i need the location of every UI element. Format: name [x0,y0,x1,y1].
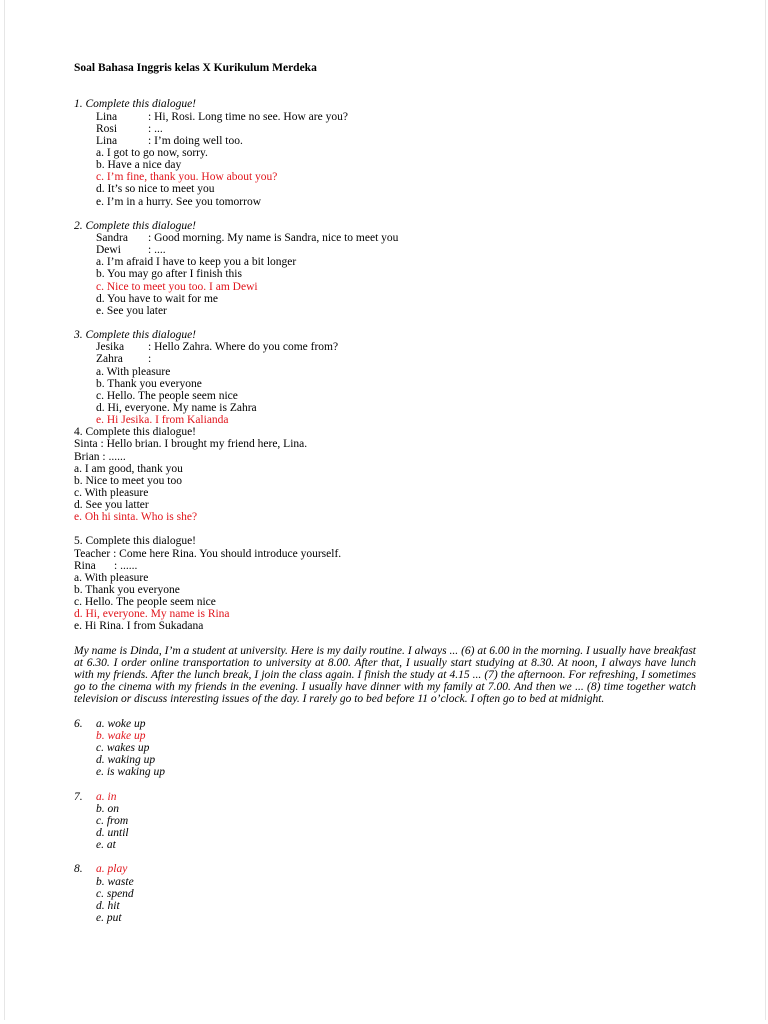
option-answer: d. Hi, everyone. My name is Rina [74,608,230,621]
option: c. from [96,814,129,827]
question-number: 6. [74,717,83,730]
dialogue-line: Teacher : Come here Rina. You should introduce yourself. [74,547,342,560]
option: a. I am good, thank you [74,462,183,475]
option: d. You have to wait for me [96,292,219,305]
option: c. Hello. The people seem nice [96,389,238,402]
document-page [74,62,696,924]
option: b. Have a nice day [96,159,182,172]
option: b. You may go after I finish this [96,268,242,281]
option: a. I got to go now, sorry. [96,146,208,159]
option: c. With pleasure [74,486,149,499]
dialogue-line: Rina : ...... [74,559,138,572]
option: e. See you later [96,304,167,317]
question-number: 7. [74,790,83,803]
option-answer: c. I’m fine, thank you. How about you? [96,171,278,184]
option-answer: 7. a. in [74,790,117,803]
document-title: Soal Bahasa Inggris kelas X Kurikulum Merdeka [74,62,317,74]
option-answer: 8. a. play [74,863,128,876]
option: c. spend [96,887,134,900]
dialogue-line: Lina : Hi, Rosi. Long time no see. How are you? [96,110,348,123]
option: b. on [96,802,119,815]
option: c. wakes up [96,741,150,754]
question-prompt: 2. Complete this dialogue! [74,219,197,232]
question-8 [74,863,696,924]
option: a. With pleasure [74,571,149,584]
question-7 [74,791,696,852]
option: d. It’s so nice to meet you [96,183,215,196]
option: e. I’m in a hurry. See you tomorrow [96,195,262,208]
option: b. Nice to meet you too [74,474,182,487]
option-answer: b. wake up [96,729,146,742]
reading-passage: My name is Dinda, I’m a student at university. Here is my daily routine. I always ... (6) at 6.00 in the morning. I usually have breakfast at 6.30. I order online transportation to university at 8.00. After that, I usually start studying at 8.30. At noon, I always have lunch with my friends. After the lunch break, I join the class again. I finish the study at 4.15 ... (7) the afternoon. For refreshing, I sometimes go to the cinema with my friends in the evening. I usually have dinner with my family at 7.00. And then we ... (8) time together watch television or discuss interesting issues of the day. I rarely go to bed before 11 o’clock. I often go to bed at midnight. [74,644,696,706]
option: e. at [96,839,116,852]
dialogue-line: Lina : I’m doing well too. [96,134,243,147]
dialogue-line: Zahra : [96,353,152,366]
option: d. See you latter [74,499,149,512]
question-prompt: 1. Complete this dialogue! [74,98,197,111]
dialogue-line: Sandra : Good morning. My name is Sandra, nice to meet you [96,231,399,244]
question-prompt: 3. Complete this dialogue! [74,329,197,342]
option: d. waking up [96,754,156,767]
dialogue-line: Jesika : Hello Zahra. Where do you come from? [96,341,339,354]
question-prompt: 4. Complete this dialogue! [74,426,197,439]
dialogue-line: Rosi : ... [96,122,163,135]
question-3 [74,329,696,426]
question-prompt: 5. Complete this dialogue! [74,535,197,548]
question-4 [74,426,696,523]
option: d. Hi, everyone. My name is Zahra [96,401,257,414]
question-6 [74,718,696,779]
option: d. until [96,826,129,839]
question-5 [74,535,696,632]
question-2 [74,220,696,317]
question-number: 8. [74,863,83,876]
option-answer: c. Nice to meet you too. I am Dewi [96,280,258,293]
dialogue-line: Sinta : Hello brian. I brought my friend here, Lina. [74,438,308,451]
option: e. is waking up [96,766,165,779]
option-answer: e. Oh hi sinta. Who is she? [74,511,198,524]
option: b. Thank you everyone [74,584,180,597]
dialogue-line: Brian : ...... [74,450,126,463]
option: 6. a. woke up [74,717,146,730]
option: a. I’m afraid I have to keep you a bit longer [96,256,297,269]
option: e. put [96,911,122,924]
question-1 [74,98,696,207]
option: d. hit [96,899,120,912]
option: b. Thank you everyone [96,377,202,390]
dialogue-line: Dewi : .... [96,244,166,257]
option: b. waste [96,875,134,888]
option: a. With pleasure [96,365,171,378]
option-answer: e. Hi Jesika. I from Kalianda [96,414,229,427]
option: c. Hello. The people seem nice [74,596,216,609]
option: e. Hi Rina. I from Sukadana [74,620,204,633]
